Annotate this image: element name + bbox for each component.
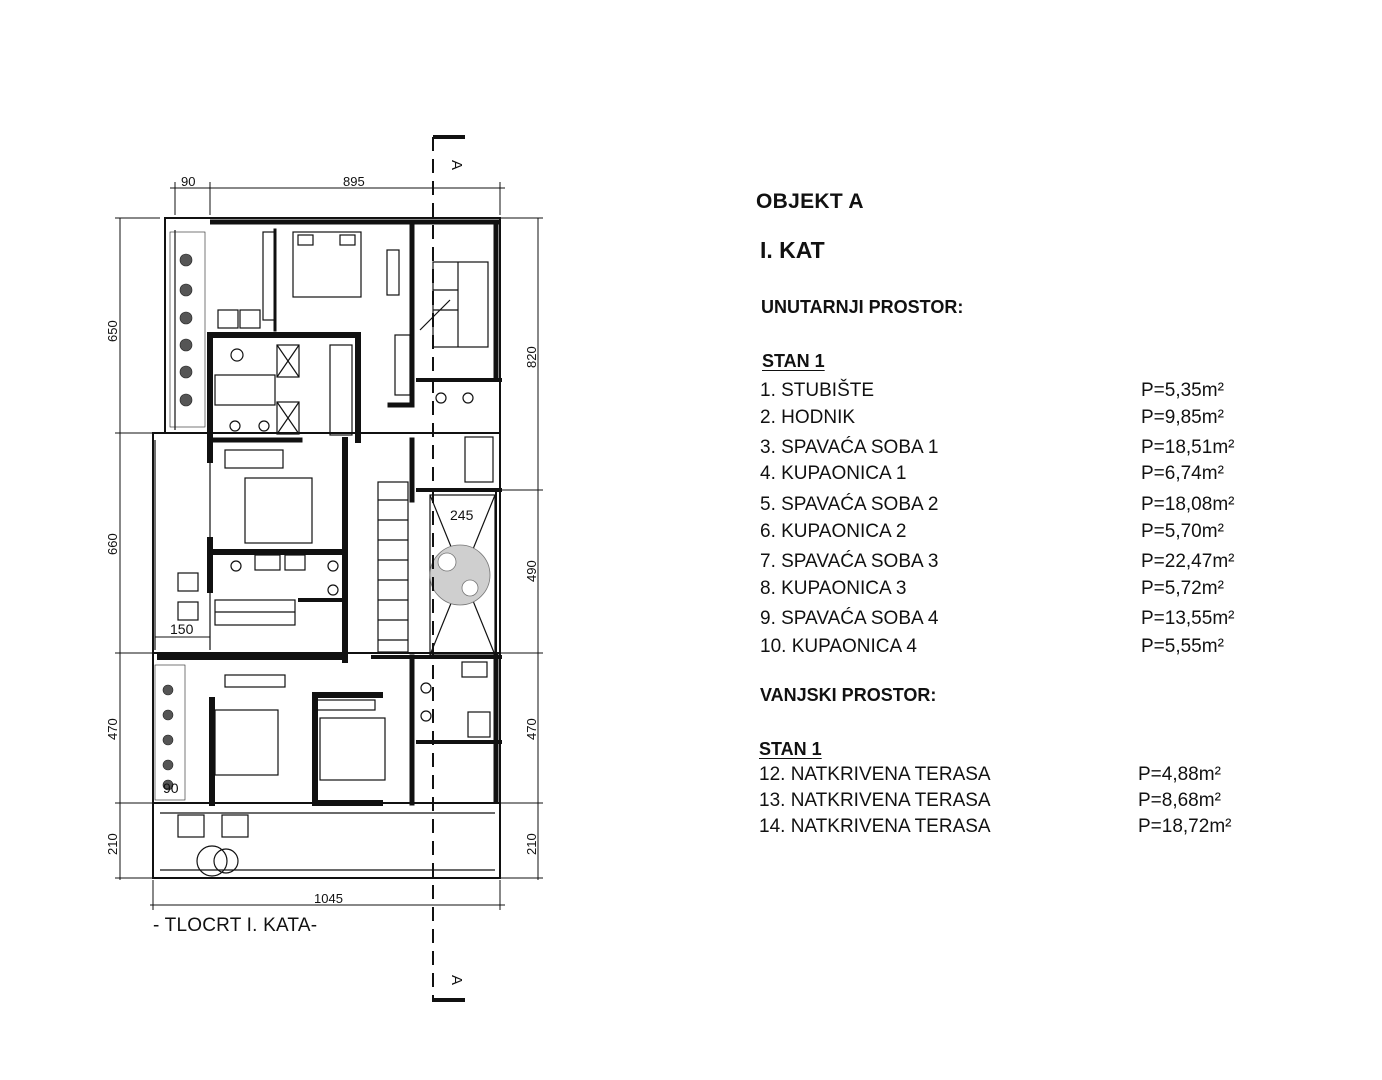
terrace-area: P=18,72m² bbox=[1138, 816, 1232, 837]
room-name: 4. KUPAONICA 1 bbox=[760, 463, 907, 484]
terrace-name: 14. NATKRIVENA TERASA bbox=[759, 816, 991, 837]
room-area: P=5,70m² bbox=[1141, 521, 1224, 542]
room-area: P=6,74m² bbox=[1141, 463, 1224, 484]
outdoor-heading: VANJSKI PROSTOR: bbox=[760, 685, 937, 705]
top-dimension-line bbox=[170, 182, 505, 215]
room-name: 8. KUPAONICA 3 bbox=[760, 578, 907, 599]
room-area: P=5,72m² bbox=[1141, 578, 1224, 599]
terrace-area: P=8,68m² bbox=[1138, 790, 1221, 811]
room-name: 10. KUPAONICA 4 bbox=[760, 636, 917, 657]
room-name: 9. SPAVAĆA SOBA 4 bbox=[760, 608, 939, 629]
room-name: 7. SPAVAĆA SOBA 3 bbox=[760, 551, 939, 572]
dim-left-650: 650 bbox=[105, 320, 120, 342]
dim-top-90: 90 bbox=[181, 174, 196, 189]
tree-symbol bbox=[430, 545, 490, 605]
room-name: 6. KUPAONICA 2 bbox=[760, 521, 907, 542]
dim-left-470: 470 bbox=[105, 718, 120, 740]
room-area: P=5,55m² bbox=[1141, 636, 1224, 657]
right-dimension-line bbox=[500, 218, 543, 880]
section-marker-bottom: A bbox=[448, 975, 465, 986]
section-marker-top: A bbox=[448, 160, 465, 171]
dim-right-490: 490 bbox=[524, 560, 539, 582]
room-area: P=9,85m² bbox=[1141, 407, 1224, 428]
room-name: 5. SPAVAĆA SOBA 2 bbox=[760, 494, 939, 515]
indoor-heading: UNUTARNJI PROSTOR: bbox=[761, 297, 964, 317]
dim-left-210: 210 bbox=[105, 833, 120, 855]
room-area: P=18,08m² bbox=[1141, 494, 1235, 515]
dim-right-210: 210 bbox=[524, 833, 539, 855]
interior-walls bbox=[160, 222, 500, 803]
dim-right-820: 820 bbox=[524, 346, 539, 368]
dim-inner-245: 245 bbox=[450, 507, 474, 523]
floor-title: I. KAT bbox=[760, 237, 825, 263]
dim-inner-150: 150 bbox=[170, 621, 194, 637]
room-name: 3. SPAVAĆA SOBA 1 bbox=[760, 437, 939, 458]
planter-boxes bbox=[155, 232, 205, 800]
indoor-unit-heading: STAN 1 bbox=[762, 351, 825, 371]
dim-inner-90: 90 bbox=[163, 780, 179, 796]
room-area: P=18,51m² bbox=[1141, 437, 1235, 458]
dim-bottom-1045: 1045 bbox=[314, 891, 343, 906]
room-area: P=5,35m² bbox=[1141, 380, 1224, 401]
plan-caption: - TLOCRT I. KATA- bbox=[153, 915, 318, 936]
room-area: P=13,55m² bbox=[1141, 608, 1235, 629]
dim-right-470: 470 bbox=[524, 718, 539, 740]
room-name: 1. STUBIŠTE bbox=[760, 380, 875, 401]
dim-top-895: 895 bbox=[343, 174, 365, 189]
terrace-area: P=4,88m² bbox=[1138, 764, 1221, 785]
outdoor-unit-heading: STAN 1 bbox=[759, 739, 822, 759]
terrace-name: 12. NATKRIVENA TERASA bbox=[759, 764, 991, 785]
room-name: 2. HODNIK bbox=[760, 407, 856, 428]
object-title: OBJEKT A bbox=[756, 190, 864, 213]
room-area: P=22,47m² bbox=[1141, 551, 1235, 572]
dim-left-660: 660 bbox=[105, 533, 120, 555]
terrace-name: 13. NATKRIVENA TERASA bbox=[759, 790, 991, 811]
